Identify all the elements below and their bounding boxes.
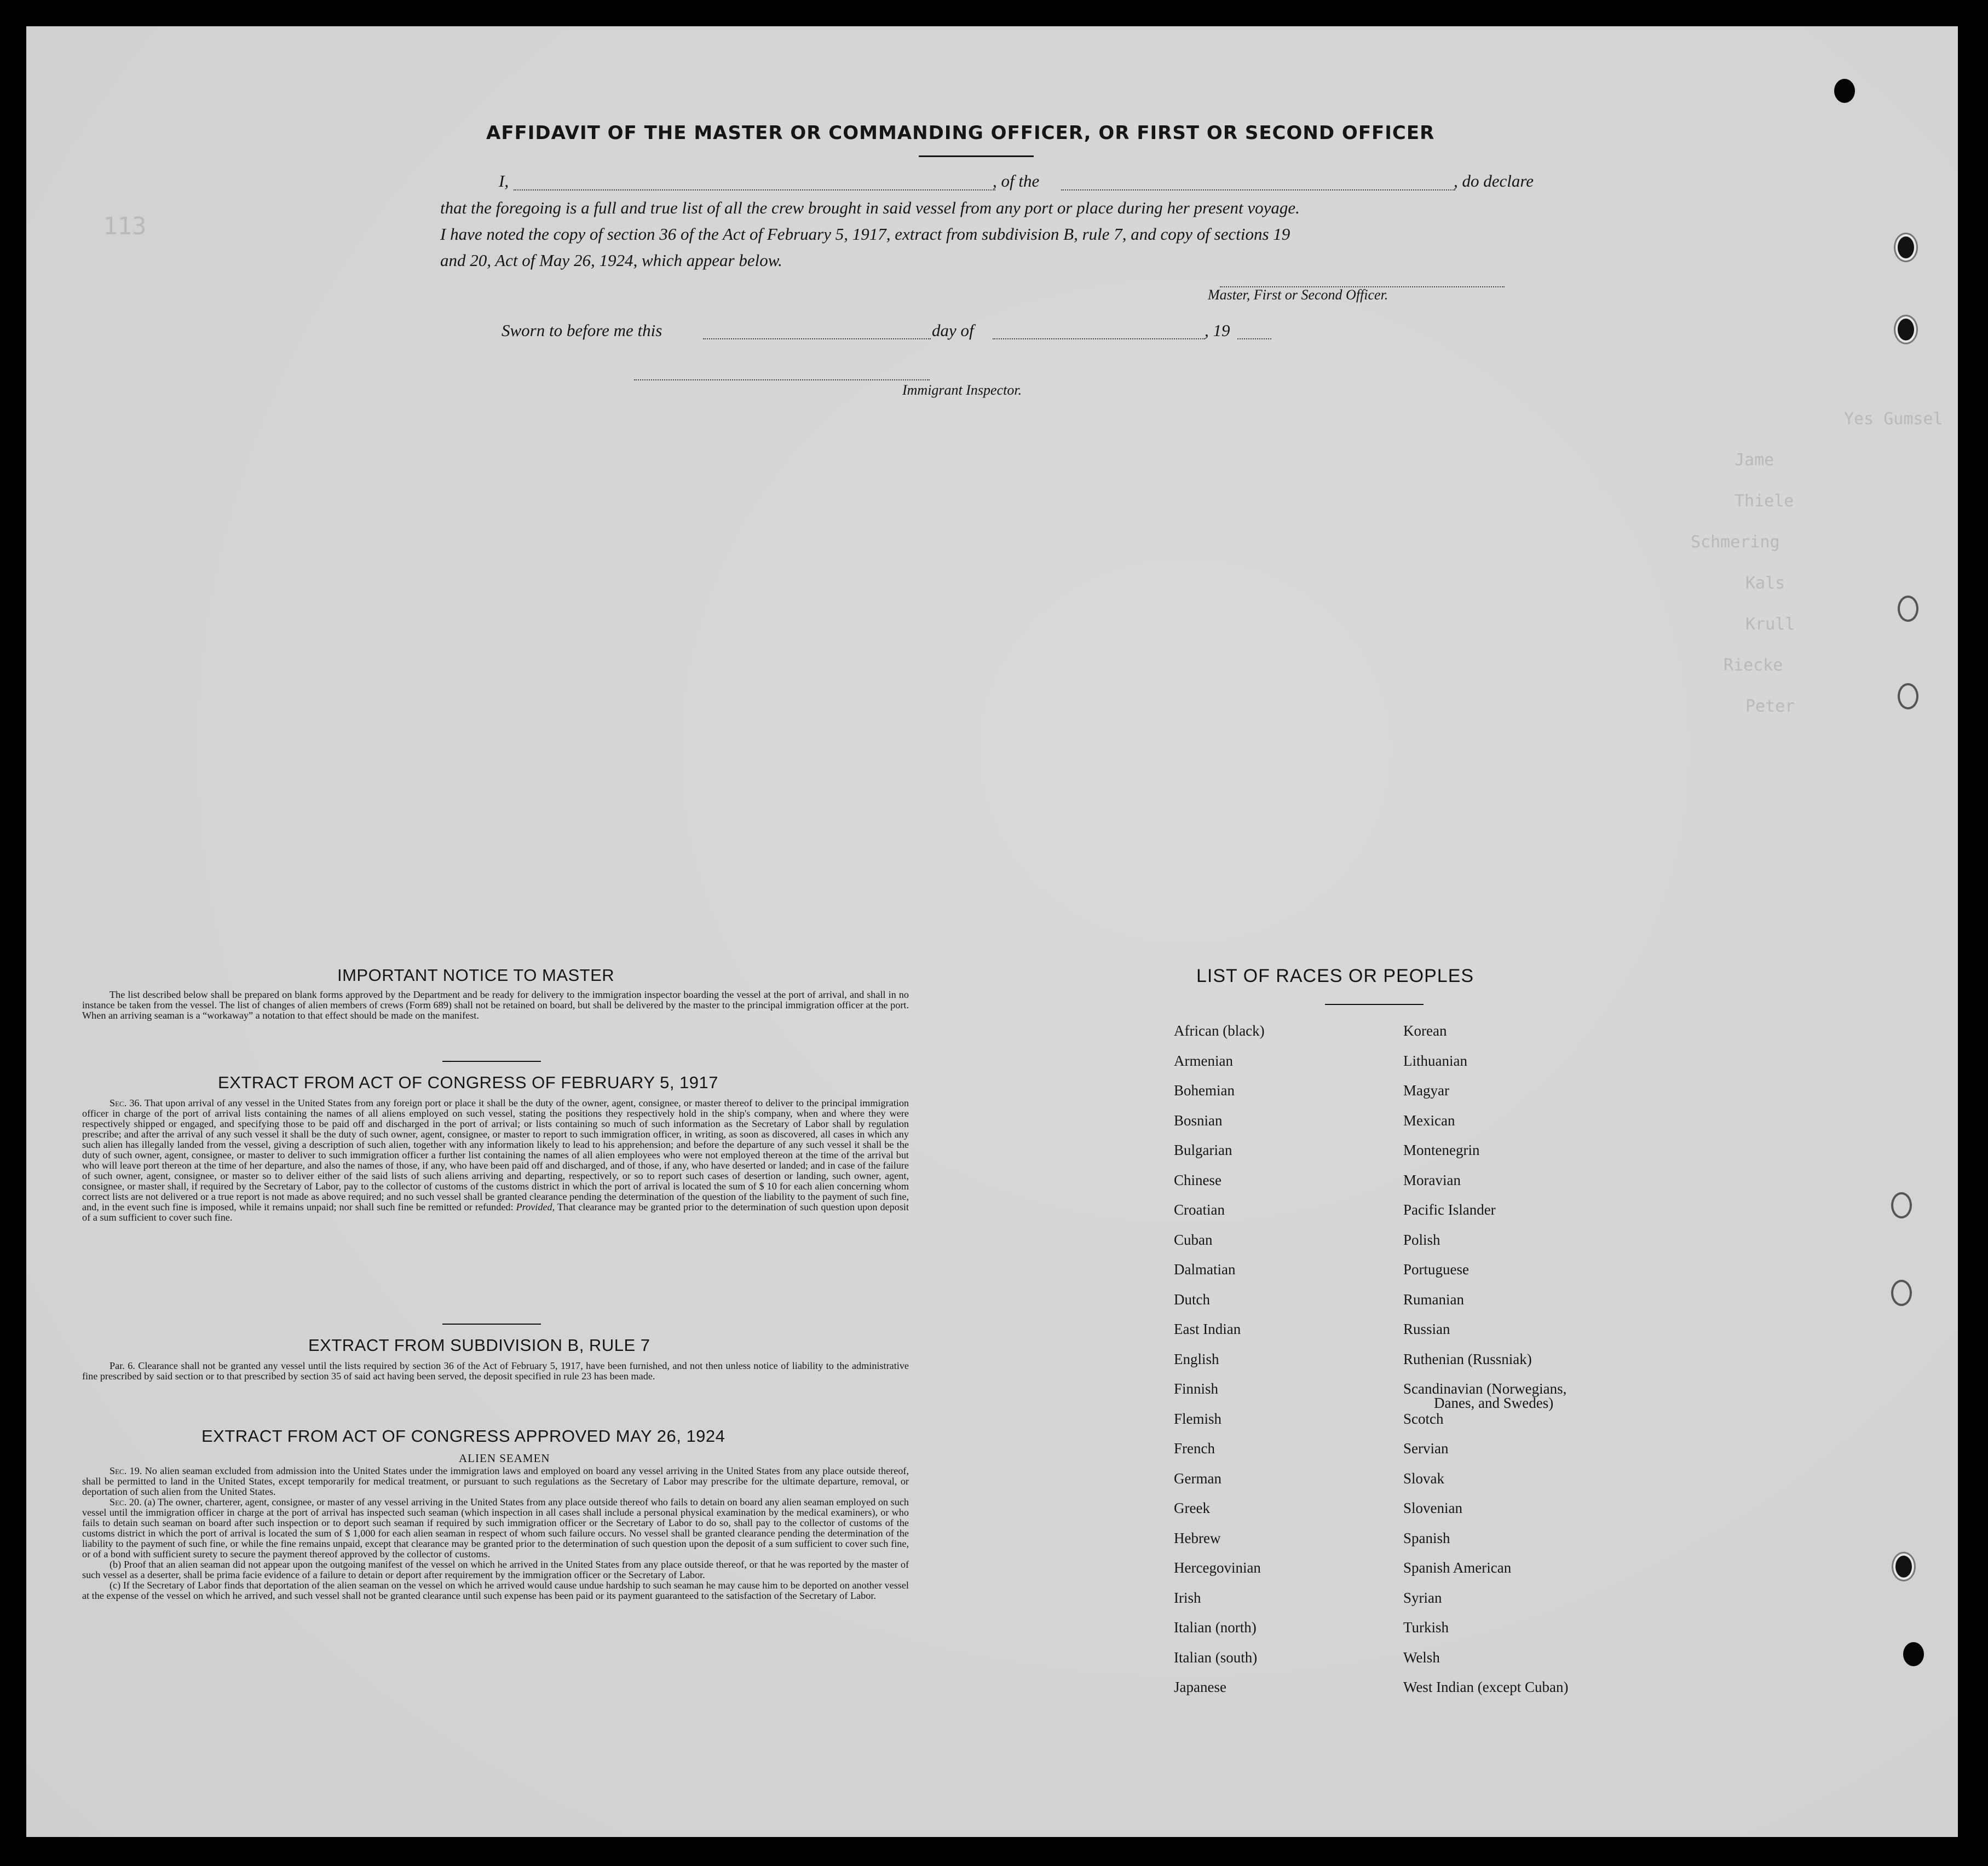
section-36-end: That clearance may be granted prior to the determination of such question upon deposit of a sum sufficient to cover such fine.: [82, 1201, 909, 1223]
affidavit-line-2: that the foregoing is a full and true list of all the crew brought in said vessel from any port or place during her present voyage.: [440, 198, 1300, 217]
race-item: Italian (north): [1174, 1619, 1257, 1636]
sworn-month-blank: [993, 338, 1205, 339]
race-item: Montenegrin: [1403, 1142, 1480, 1158]
inspector-caption: Immigrant Inspector.: [902, 382, 1022, 398]
race-item: Welsh: [1403, 1649, 1440, 1666]
bleed-page-number: 113: [103, 212, 147, 240]
sworn-day-of: day of: [932, 321, 974, 340]
race-item: Slovak: [1403, 1470, 1445, 1487]
race-item: Cuban: [1174, 1231, 1213, 1248]
race-item: [1403, 1380, 1568, 1411]
punch-hole: [1903, 1642, 1924, 1666]
provided-word: Provided,: [516, 1201, 555, 1212]
race-item: Irish: [1174, 1589, 1201, 1606]
bleed-name: Yes Gumsel: [1844, 409, 1943, 429]
notice-paragraph: The list described below shall be prepared on blank forms approved by the Department and be ready for delivery to the immigration inspector boarding the vessel at the port of arrival, and shall in no instance be taken from the vessel. The list of changes of alien members of crews (Form 689) shall not be retained on board, but shall be delivered by the master to the principal immigration officer at the port. When an arriving seaman is a “workaway” a notation to that effect should be made on the manifest.: [82, 989, 909, 1021]
race-item: Spanish American: [1403, 1559, 1512, 1576]
race-item-scandinavian: Scandinavian (Norwegians,: [1403, 1380, 1567, 1397]
extract-rule7-title: EXTRACT FROM SUBDIVISION B, RULE 7: [308, 1336, 650, 1355]
punch-hole: [1898, 596, 1918, 622]
race-item: Mexican: [1403, 1112, 1455, 1129]
race-item: English: [1174, 1350, 1219, 1367]
affidavit-of-the: , of the: [993, 171, 1040, 190]
race-item: East Indian: [1174, 1321, 1241, 1337]
race-item: Servian: [1403, 1440, 1449, 1457]
bleed-name: Riecke: [1724, 656, 1783, 675]
race-item: African (black): [1174, 1022, 1265, 1039]
section-36-text: That upon arrival of any vessel in the United States from any foreign port or place it shall be the duty of the owner, agent, consignee, or master thereof to deliver to the principal immigration officer in charge of the port of arrival lists containing the names of all aliens employed on such vessel, stating the positions they respectively hold in the ship's company, when and where they were respectively shipped or engaged, and specifying those to be paid off and discharged in the port of arrival; or lists containing so much of such information as the Secretary of Labor shall by regulation prescribe; and after the arrival of any such vessel it shall be the duty of such owner, agent, consignee, or master to report to such immigration officer, in writing, as soon as discovered, all cases in which any such alien has illegally landed from the vessel, giving a description of such alien, together with any information likely to lead to his apprehension; and before the departure of any such vessel it shall be the duty of such owner, agent, consignee, or master to deliver to such immigration officer a further list containing the names of all alien employees who were not employed thereon at the time of the arrival but who will leave port thereon at the time of her departure, and also the names of those, if any, who have been paid off and discharged, and of those, if any, who have deserted or landed; and in case of the failure of such owner, agent, consignee, or master so to deliver either of the said lists of such aliens arriving and departing, respectively, or so to report such cases of desertion or landing, such owner, agent, consignee, or master shall, if required by the Secretary of Labor, pay to the collector of customs of the customs district in which the port of arrival is located the sum of $ 10 for each alien concerning whom correct lists are not delivered or a true report is not made as above required; and no such vessel shall be granted clearance pending the determination of the question of the liability to the payment of such fine, and, in the event such fine is imposed, while it remains unpaid; nor shall such fine be remitted or refunded:: [82, 1097, 909, 1212]
race-item: Polish: [1403, 1231, 1440, 1248]
race-item: Hebrew: [1174, 1529, 1221, 1546]
bleed-name: Krull: [1745, 615, 1795, 634]
race-item: Portuguese: [1403, 1261, 1469, 1278]
affidavit-line-3: I have noted the copy of section 36 of the Act of February 5, 1917, extract from subdivision B, rule 7, and copy of sections 19: [440, 224, 1290, 244]
bleed-name: Jame: [1735, 450, 1774, 470]
section-label: Sec. 36.: [110, 1097, 142, 1108]
punch-hole: [1895, 316, 1916, 343]
race-item: Syrian: [1403, 1589, 1442, 1606]
race-item-scandinavian-cont: Danes, and Swedes): [1434, 1395, 1554, 1411]
race-item: Dalmatian: [1174, 1261, 1236, 1278]
race-item: Japanese: [1174, 1679, 1226, 1695]
notice-text: [82, 990, 909, 1021]
bleed-name: Peter: [1745, 697, 1795, 716]
bleed-name: Thiele: [1735, 492, 1794, 511]
race-item: Russian: [1403, 1321, 1450, 1337]
notice-title: IMPORTANT NOTICE TO MASTER: [337, 966, 615, 985]
race-item: Ruthenian (Russniak): [1403, 1350, 1532, 1367]
master-caption: Master, First or Second Officer.: [1208, 287, 1388, 303]
sworn-day-blank: [703, 338, 931, 339]
divider: [442, 1061, 541, 1062]
section-20c-text: (c) If the Secretary of Labor finds that deportation of the alien seaman on the vessel on which he arrived would cause undue hardship to such seaman he may cause him to be deported on another vessel at the expense of the vessel on which he arrived, and such vessel shall not be granted clearance until such expense has been paid or its payment guaranteed to the satisfaction of the Secretary of Labor.: [82, 1580, 909, 1601]
divider: [919, 155, 1034, 157]
section-label: Sec. 20.: [110, 1497, 142, 1507]
affidavit-declare: , do declare: [1454, 171, 1534, 190]
section-20b-text: (b) Proof that an alien seaman did not appear upon the outgoing manifest of the vessel on which he arrived in the United States from any place outside thereof, or that he was reported by the master of such vessel as a deserter, shall be prima facie evidence of a failure to detain or deport after requirement by the immigration officer or the Secretary of Labor.: [82, 1559, 909, 1580]
race-item: Korean: [1403, 1022, 1447, 1039]
affidavit-line-4: and 20, Act of May 26, 1924, which appear below.: [440, 251, 782, 270]
extract-1924-title: EXTRACT FROM ACT OF CONGRESS APPROVED MAY 26, 1924: [201, 1426, 725, 1446]
race-item: Bohemian: [1174, 1082, 1235, 1099]
punch-hole: [1893, 1553, 1914, 1580]
race-item: Bulgarian: [1174, 1142, 1232, 1158]
bleed-name: Schmering: [1691, 533, 1780, 552]
race-item: German: [1174, 1470, 1221, 1487]
vessel-blank: [1061, 189, 1455, 190]
race-item: West Indian (except Cuban): [1403, 1679, 1569, 1695]
name-blank: [514, 189, 995, 190]
races-left-column: [1174, 1022, 1265, 1709]
punch-hole: [1898, 683, 1918, 709]
divider: [442, 1324, 541, 1325]
inspector-signature-line: [634, 379, 930, 380]
sworn-prefix: Sworn to before me this: [502, 321, 662, 340]
race-item: Moravian: [1403, 1171, 1461, 1188]
punch-hole: [1895, 234, 1916, 261]
race-item: Hercegovinian: [1174, 1559, 1261, 1576]
alien-seamen-subtitle: ALIEN SEAMEN: [459, 1452, 550, 1465]
document-page: [26, 26, 1958, 1837]
race-item: Magyar: [1403, 1082, 1449, 1099]
race-item: Pacific Islander: [1403, 1201, 1496, 1218]
race-item: Greek: [1174, 1500, 1210, 1516]
race-item: Dutch: [1174, 1291, 1210, 1308]
affidavit-i: I,: [499, 171, 509, 190]
race-item: Finnish: [1174, 1380, 1219, 1397]
extract-rule7-text: [82, 1361, 909, 1382]
race-item: Italian (south): [1174, 1649, 1258, 1666]
race-item: French: [1174, 1440, 1215, 1457]
punch-hole: [1891, 1280, 1912, 1306]
race-item: Chinese: [1174, 1171, 1221, 1188]
extract-1917-text: [82, 1098, 909, 1223]
race-item: Rumanian: [1403, 1291, 1464, 1308]
punch-hole: [1891, 1192, 1912, 1218]
races-title: LIST OF RACES OR PEOPLES: [1196, 966, 1474, 986]
extract-1924-text: [82, 1466, 909, 1601]
race-item: Slovenian: [1403, 1500, 1462, 1516]
punch-hole: [1834, 79, 1855, 103]
section-19-text: No alien seaman excluded from admission into the United States under the immigration laws and employed on board any vessel arriving in the United States from any place outside thereof, shall be permitted to land in the United States, except temporarily for medical treatment, or pursuant to such regulations as the Secretary of Labor may prescribe for the ultimate departure, removal, or deportation of such alien from the United States.: [82, 1465, 909, 1497]
race-item: Scotch: [1403, 1410, 1444, 1427]
race-item: Spanish: [1403, 1529, 1450, 1546]
race-item: Turkish: [1403, 1619, 1449, 1636]
section-20a-text: (a) The owner, charterer, agent, consignee, or master of any vessel arriving in the United States from any place outside thereof who fails to detain on board any alien seaman employed on such vessel until the immigration officer in charge at the port of arrival has inspected such seaman (which inspection in all cases shall include a personal physical examination by the medical examiners), or who fails to detain such seaman on board after such inspection or to deport such seaman if required by such immigration officer or the Secretary of Labor to do so, shall pay to the collector of customs of the customs district in which the port of arrival is located the sum of $ 1,000 for each alien seaman in respect of whom such failure occurs. No vessel shall be granted clearance pending the determination of the liability to the payment of such fine, or while the fine remains unpaid, except that clearance may be granted prior to the determination of such question upon the deposit of a sum sufficient to cover such fine, or of a bond with sufficient surety to secure the payment thereof approved by the collector of customs.: [82, 1497, 909, 1559]
sworn-year: , 19: [1205, 321, 1230, 340]
race-item: Croatian: [1174, 1201, 1225, 1218]
sworn-year-blank: [1237, 338, 1271, 339]
race-item: Flemish: [1174, 1410, 1222, 1427]
extract-1917-title: EXTRACT FROM ACT OF CONGRESS OF FEBRUARY 5, 1917: [218, 1073, 719, 1092]
divider: [1325, 1004, 1424, 1005]
race-item: Armenian: [1174, 1052, 1233, 1069]
race-item: Lithuanian: [1403, 1052, 1467, 1069]
races-right-column: [1403, 1022, 1568, 1709]
affidavit-title: AFFIDAVIT OF THE MASTER OR COMMANDING OFFICER, OR FIRST OR SECOND OFFICER: [486, 122, 1435, 144]
race-item: Bosnian: [1174, 1112, 1223, 1129]
rule7-paragraph: Par. 6. Clearance shall not be granted any vessel until the lists required by section 36 of the Act of February 5, 1917, have been furnished, and not then unless notice of liability to the administrative fine prescribed by said section or to that prescribed by section 35 of said act having been served, the deposit specified in rule 23 has been made.: [82, 1360, 909, 1382]
section-label: Sec. 19.: [110, 1465, 142, 1476]
bleed-name: Kals: [1745, 574, 1785, 593]
